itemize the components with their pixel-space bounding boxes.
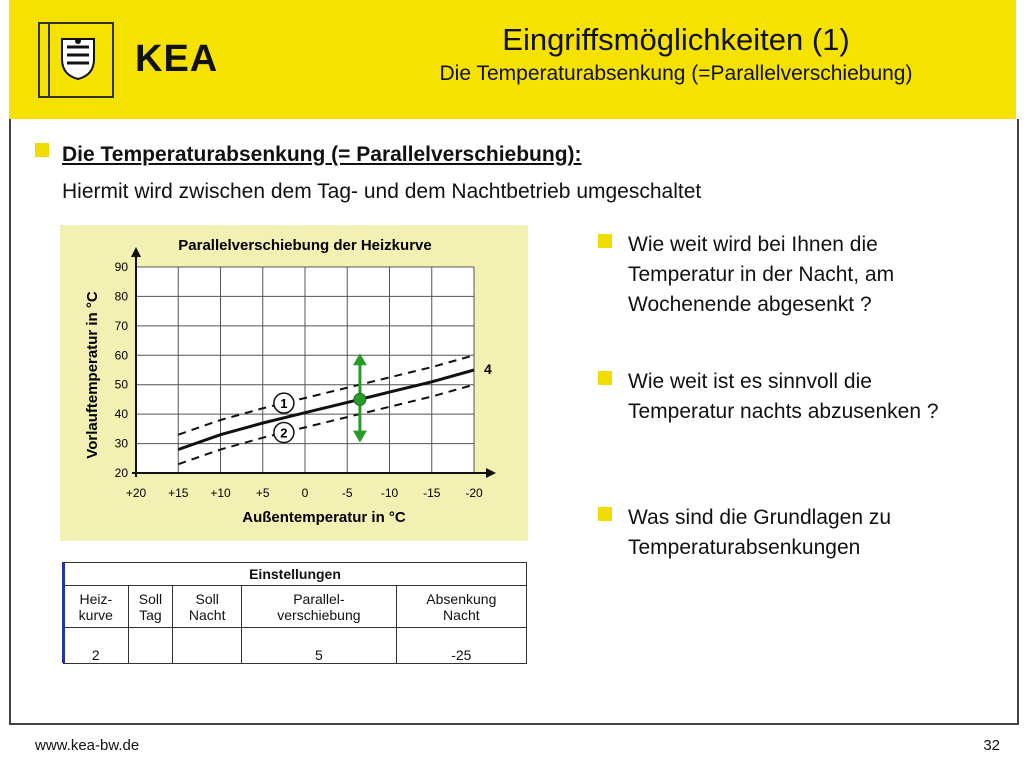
operating-point-marker [354,393,366,405]
column-header-line: Nacht [188,606,226,623]
heating-curve-chart [60,225,528,541]
column-header-line: Tag [139,606,162,623]
table-cell: -25 [396,628,526,664]
x-tick-label: -5 [341,486,353,500]
column-header-line: verschiebung [277,606,361,623]
bullet-icon [35,143,49,157]
x-tick-label: -10 [380,486,399,500]
curve-label-4: 4 [484,361,492,377]
y-tick-label: 70 [114,318,128,333]
table-cell: 2 [64,628,129,664]
y-tick-label: 80 [114,289,128,304]
y-tick-label: 90 [114,260,128,274]
curve-label-2: 2 [280,425,288,441]
section-heading: Die Temperaturabsenkung (= Parallelverschiebung): [62,143,582,166]
curve-label-1: 1 [280,396,288,412]
x-tick-label: +5 [255,486,270,500]
bullet-icon [598,371,612,385]
bullet-icon [598,234,612,248]
column-header [128,586,173,628]
x-tick-label: +10 [210,486,231,500]
footer-url[interactable]: www.kea-bw.de [35,737,140,754]
question-text: Was sind die Grundlagen zu Temperaturabsenkungen [628,506,892,559]
column-header [396,586,526,628]
bullet-icon [598,507,612,521]
chart-panel [60,225,528,541]
question-text: Wie weit ist es sinnvoll die Temperatur nachts abzusenken ? [628,370,939,423]
x-tick-label: -20 [465,486,483,500]
question-text: Wie weit wird bei Ihnen die Temperatur in der Nacht, am Wochenende abgesenkt ? [628,233,895,316]
x-tick-label: -15 [423,486,441,500]
column-header-line: Soll [195,590,219,607]
table-cell [173,628,242,664]
column-header-line: Soll [138,590,163,607]
chart-ylabel: Vorlauftemperatur in °C [84,291,101,459]
column-header-line: Nacht [443,606,480,623]
y-tick-label: 50 [114,377,128,392]
column-header-line: Heiz- [79,590,113,607]
page-subtitle: Die Temperaturabsenkung (=Parallelverschiebung) [439,62,913,85]
settings-table [63,562,527,664]
table-cell: 5 [242,628,397,664]
page-number: 32 [983,737,1000,754]
column-header [173,586,242,628]
section-subheading: Hiermit wird zwischen dem Tag- und dem Nachtbetrieb umgeschaltet [62,180,702,203]
chart-title: Parallelverschiebung der Heizkurve [178,237,432,254]
x-tick-label: +15 [168,486,189,500]
column-header-line: Parallel- [293,590,345,607]
column-header-line: Absenkung [426,590,497,607]
table-title: Einstellungen [64,563,527,586]
coat-of-arms-icon [58,35,98,86]
chart-xlabel: Außentemperatur in °C [242,509,406,526]
logo-text: KEA [135,38,219,80]
table-cell [128,628,173,664]
y-axis-arrow-icon [131,247,141,257]
column-header [64,586,129,628]
y-tick-label: 60 [114,348,128,363]
page-title: Eingriffsmöglichkeiten (1) [502,22,850,57]
y-tick-label: 20 [114,466,128,480]
x-tick-label: +20 [125,486,147,500]
y-tick-label: 40 [114,407,128,422]
column-header-line: kurve [78,606,113,623]
column-header [242,586,397,628]
table-left-accent [62,562,65,663]
x-tick-label: 0 [301,486,309,500]
x-axis-arrow-icon [486,468,496,478]
logo-inner-line [48,22,50,96]
y-tick-label: 30 [114,436,128,451]
